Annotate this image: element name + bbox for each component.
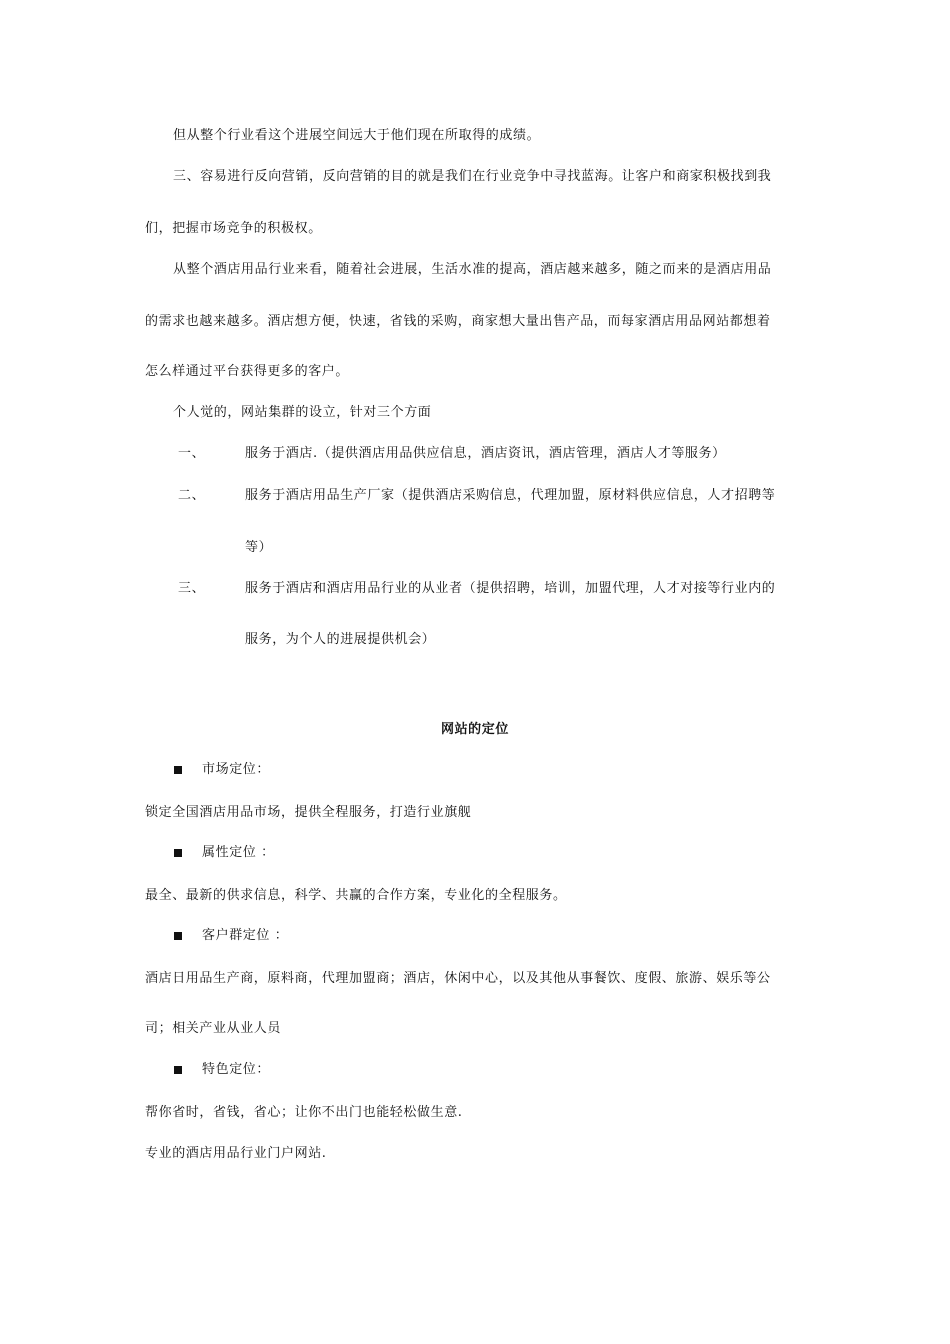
positioning-label-feature: 特色定位：: [202, 1062, 271, 1077]
paragraph-industry-line2: 的需求也越来越多。酒店想方便，快速，省钱的采购，商家想大量出售产品，而每家酒店用品网站都想着: [145, 314, 771, 329]
positioning-label-customers: 客户群定位 ：: [202, 928, 289, 943]
aspect-text-continued: 服务，为个人的进展提供机会）: [245, 632, 436, 647]
positioning-text-feature-line2: 专业的酒店用品行业门户网站.: [145, 1146, 327, 1161]
paragraph-three-aspects: 个人觉的，网站集群的设立，针对三个方面: [173, 405, 432, 420]
square-bullet-icon: [174, 849, 182, 857]
paragraph-reverse-marketing-line1: 三、容易进行反向营销，反向营销的目的就是我们在行业竞争中寻找蓝海。让客户和商家积极找到我: [173, 169, 772, 184]
positioning-label-attribute: 属性定位 ：: [202, 845, 275, 860]
aspect-text: 服务于酒店用品生产厂家（提供酒店采购信息，代理加盟，原材料供应信息，人才招聘等: [245, 488, 776, 503]
square-bullet-icon: [174, 932, 182, 940]
aspect-number: 三、: [178, 581, 206, 596]
square-bullet-icon: [174, 766, 182, 774]
aspect-text: 服务于酒店.（提供酒店用品供应信息，酒店资讯，酒店管理，酒店人才等服务）: [245, 446, 726, 461]
paragraph-industry-line3: 怎么样通过平台获得更多的客户。: [145, 364, 350, 379]
aspect-number: 一、: [178, 446, 206, 461]
aspect-number: 二、: [178, 488, 206, 503]
square-bullet-icon: [174, 1066, 182, 1074]
positioning-text-feature-line1: 帮你省时，省钱，省心；让你不出门也能轻松做生意.: [145, 1105, 463, 1120]
positioning-text-customers-line2: 司；相关产业从业人员: [145, 1021, 282, 1036]
positioning-text-market: 锁定全国酒店用品市场，提供全程服务，打造行业旗舰: [145, 805, 472, 820]
aspect-text: 服务于酒店和酒店用品行业的从业者（提供招聘，培训，加盟代理，人才对接等行业内的: [245, 581, 776, 596]
paragraph-growth-space: 但从整个行业看这个进展空间远大于他们现在所取得的成绩。: [173, 128, 541, 143]
paragraph-industry-line1: 从整个酒店用品行业来看，随着社会进展，生活水准的提高，酒店越来越多，随之而来的是酒店用品: [173, 262, 772, 277]
positioning-label-market: 市场定位：: [202, 762, 271, 777]
positioning-text-customers-line1: 酒店日用品生产商，原料商，代理加盟商；酒店，休闲中心，以及其他从事餐饮、度假、旅游、娱乐等公: [145, 971, 771, 986]
positioning-text-attribute: 最全、最新的供求信息，科学、共赢的合作方案，专业化的全程服务。: [145, 888, 567, 903]
section-title: 网站的定位: [440, 722, 509, 737]
aspect-text-continued: 等）: [245, 540, 273, 555]
paragraph-reverse-marketing-line2: 们，把握市场竞争的积极权。: [145, 221, 322, 236]
